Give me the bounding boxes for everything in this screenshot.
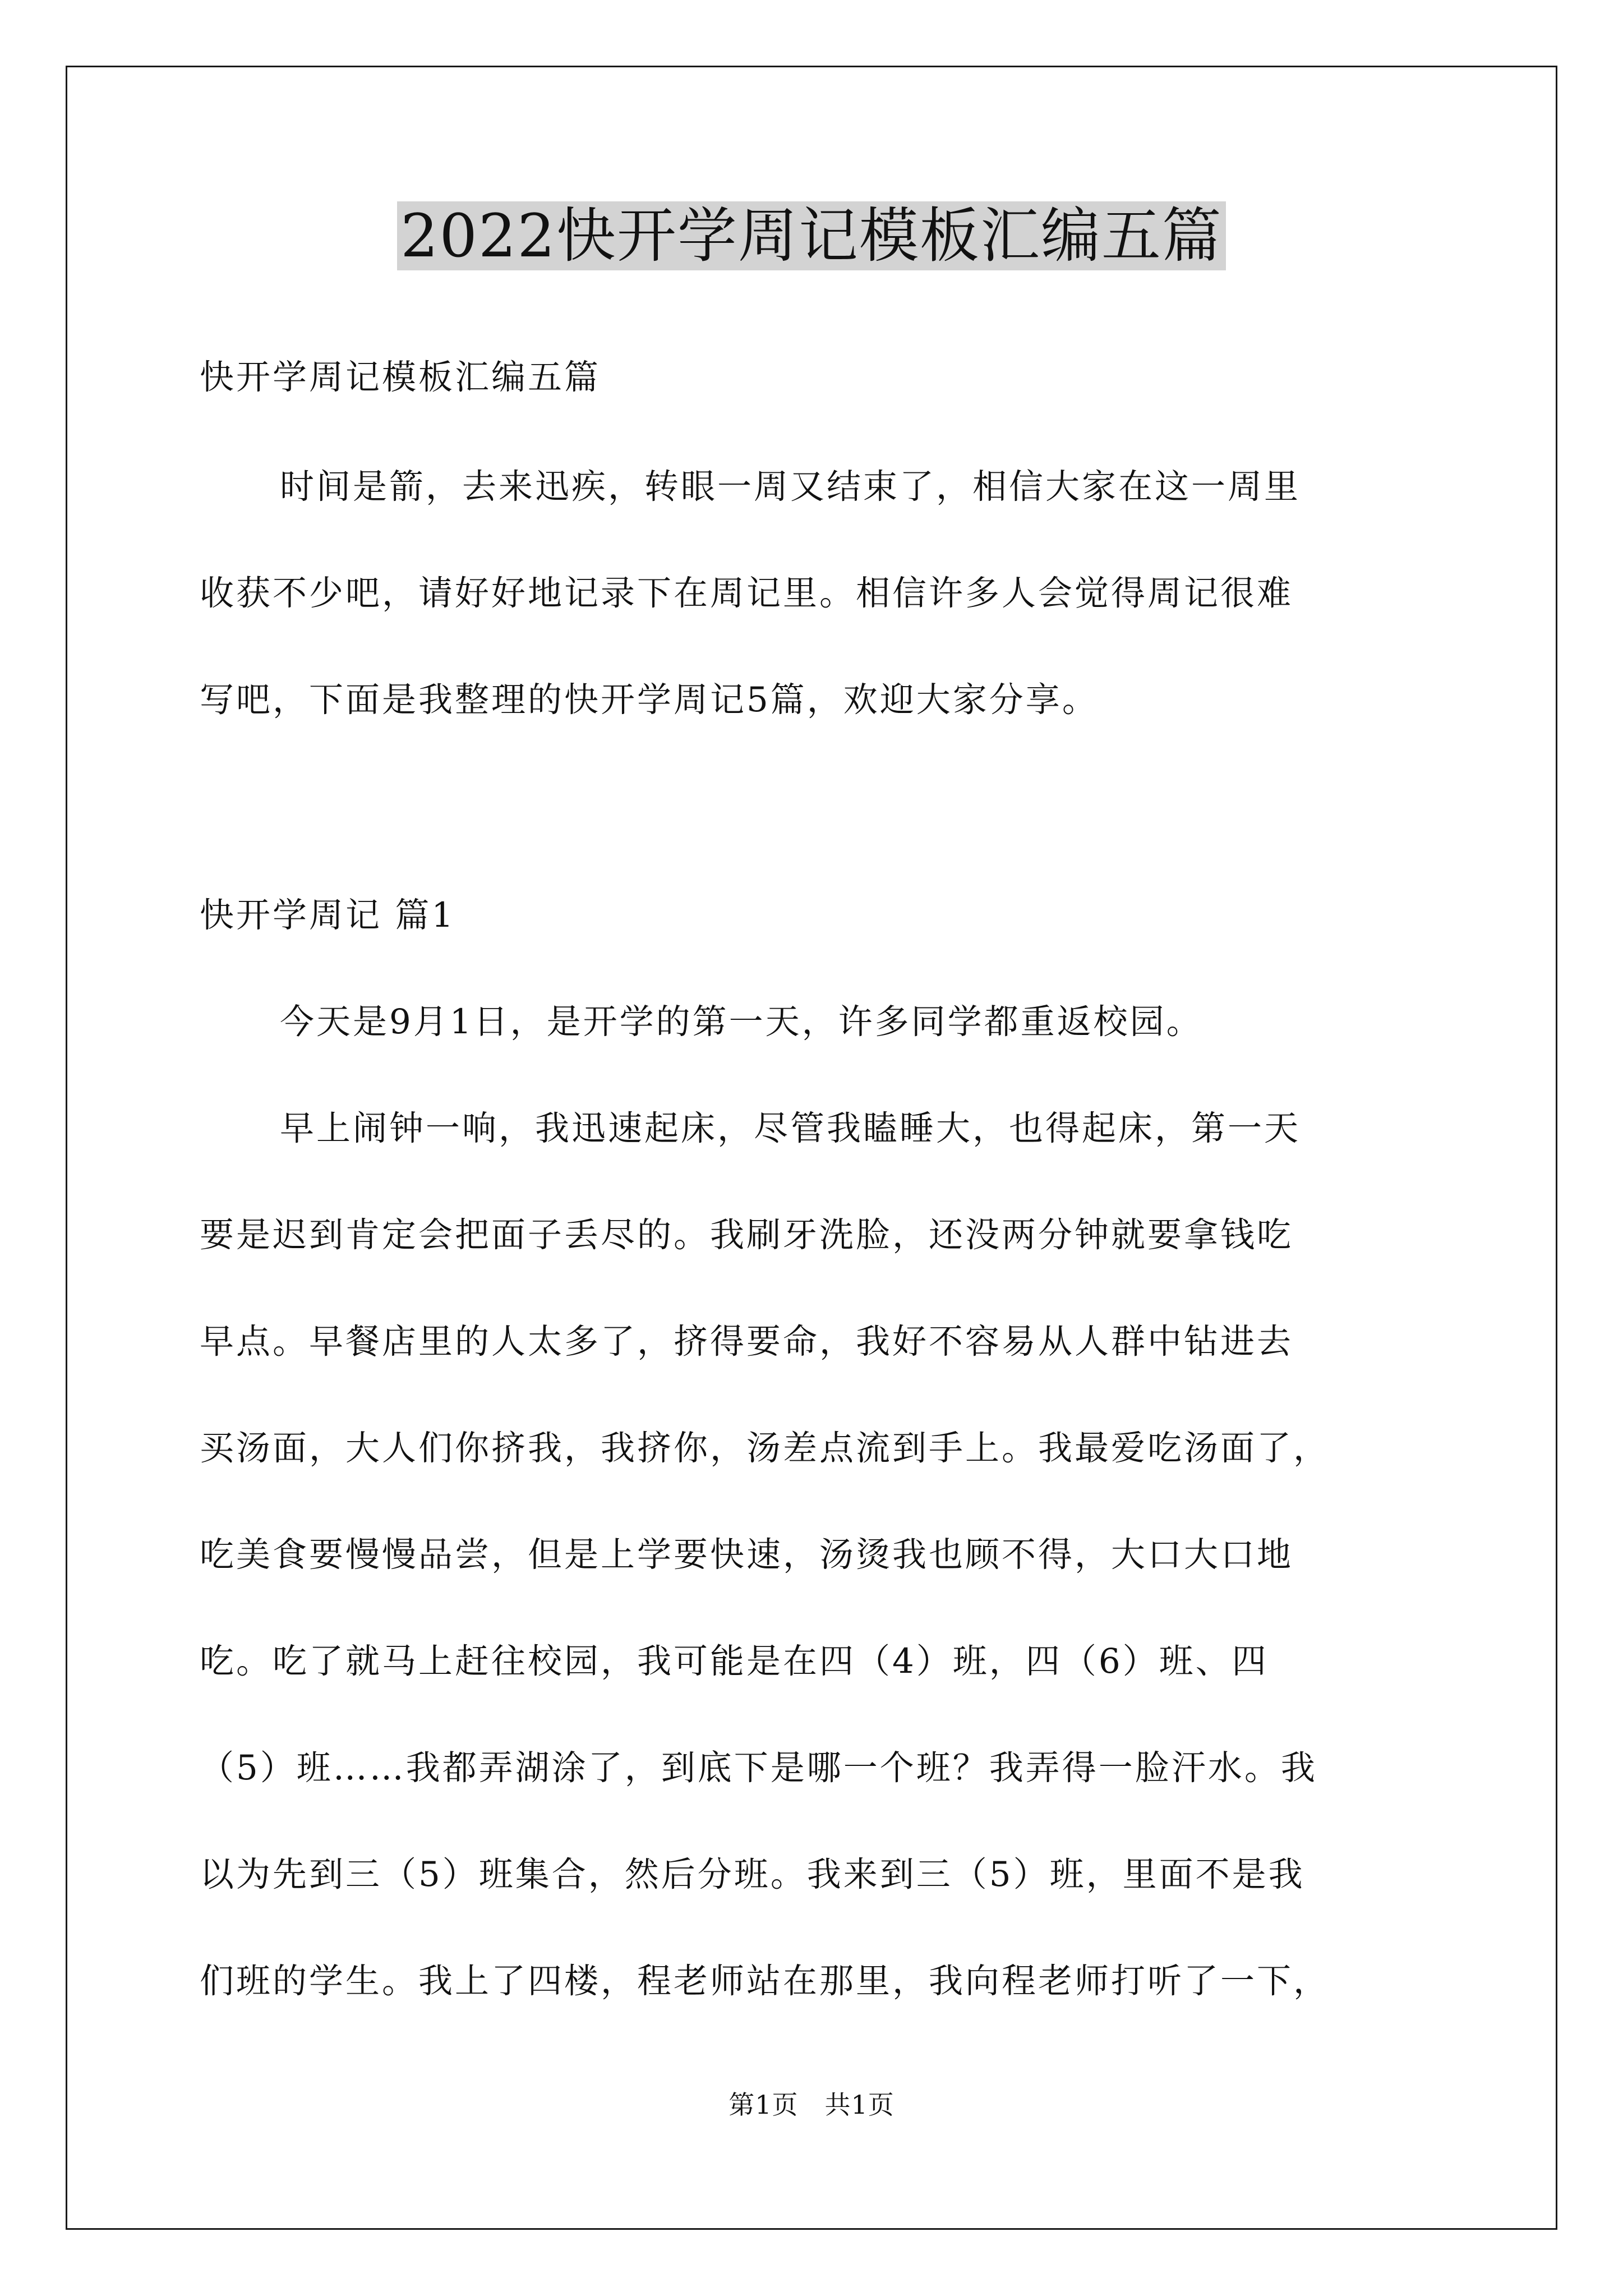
section-heading: 快开学周记 篇1 xyxy=(200,895,456,935)
page-footer: 第1页 共1页 xyxy=(728,2090,895,2120)
document-title: 2022快开学周记模板汇编五篇 xyxy=(0,197,1623,275)
para2-line-2: 要是迟到肯定会把面子丢尽的。我刷牙洗脸，还没两分钟就要拿钱吃 xyxy=(200,1215,1294,1255)
intro-line-3: 写吧，下面是我整理的快开学周记5篇，欢迎大家分享。 xyxy=(200,680,1099,720)
section-para1: 今天是9月1日，是开学的第一天，许多同学都重返校园。 xyxy=(280,1002,1203,1042)
para2-line-8: 以为先到三（5）班集合，然后分班。我来到三（5）班，里面不是我 xyxy=(200,1855,1305,1894)
para2-line-9: 们班的学生。我上了四楼，程老师站在那里，我向程老师打听了一下， xyxy=(200,1961,1330,2001)
para2-line-4: 买汤面，大人们你挤我，我挤你，汤差点流到手上。我最爱吃汤面了， xyxy=(200,1428,1330,1468)
intro-line-2: 收获不少吧，请好好地记录下在周记里。相信许多人会觉得周记很难 xyxy=(200,573,1294,613)
para2-line-5: 吃美食要慢慢品尝，但是上学要快速，汤烫我也顾不得，大口大口地 xyxy=(200,1535,1294,1575)
para2-line-1: 早上闹钟一响，我迅速起床，尽管我瞌睡大，也得起床，第一天 xyxy=(280,1108,1301,1148)
para2-line-3: 早点。早餐店里的人太多了，挤得要命，我好不容易从人群中钻进去 xyxy=(200,1322,1294,1361)
document-subtitle: 快开学周记模板汇编五篇 xyxy=(200,357,601,397)
para2-line-6: 吃。吃了就马上赶往校园，我可能是在四（4）班，四（6）班、四 xyxy=(200,1641,1269,1681)
intro-line-1: 时间是箭，去来迅疾，转眼一周又结束了，相信大家在这一周里 xyxy=(280,467,1301,507)
para2-line-7: （5）班……我都弄湖涂了，到底下是哪一个班？我弄得一脸汗水。我 xyxy=(200,1748,1317,1788)
